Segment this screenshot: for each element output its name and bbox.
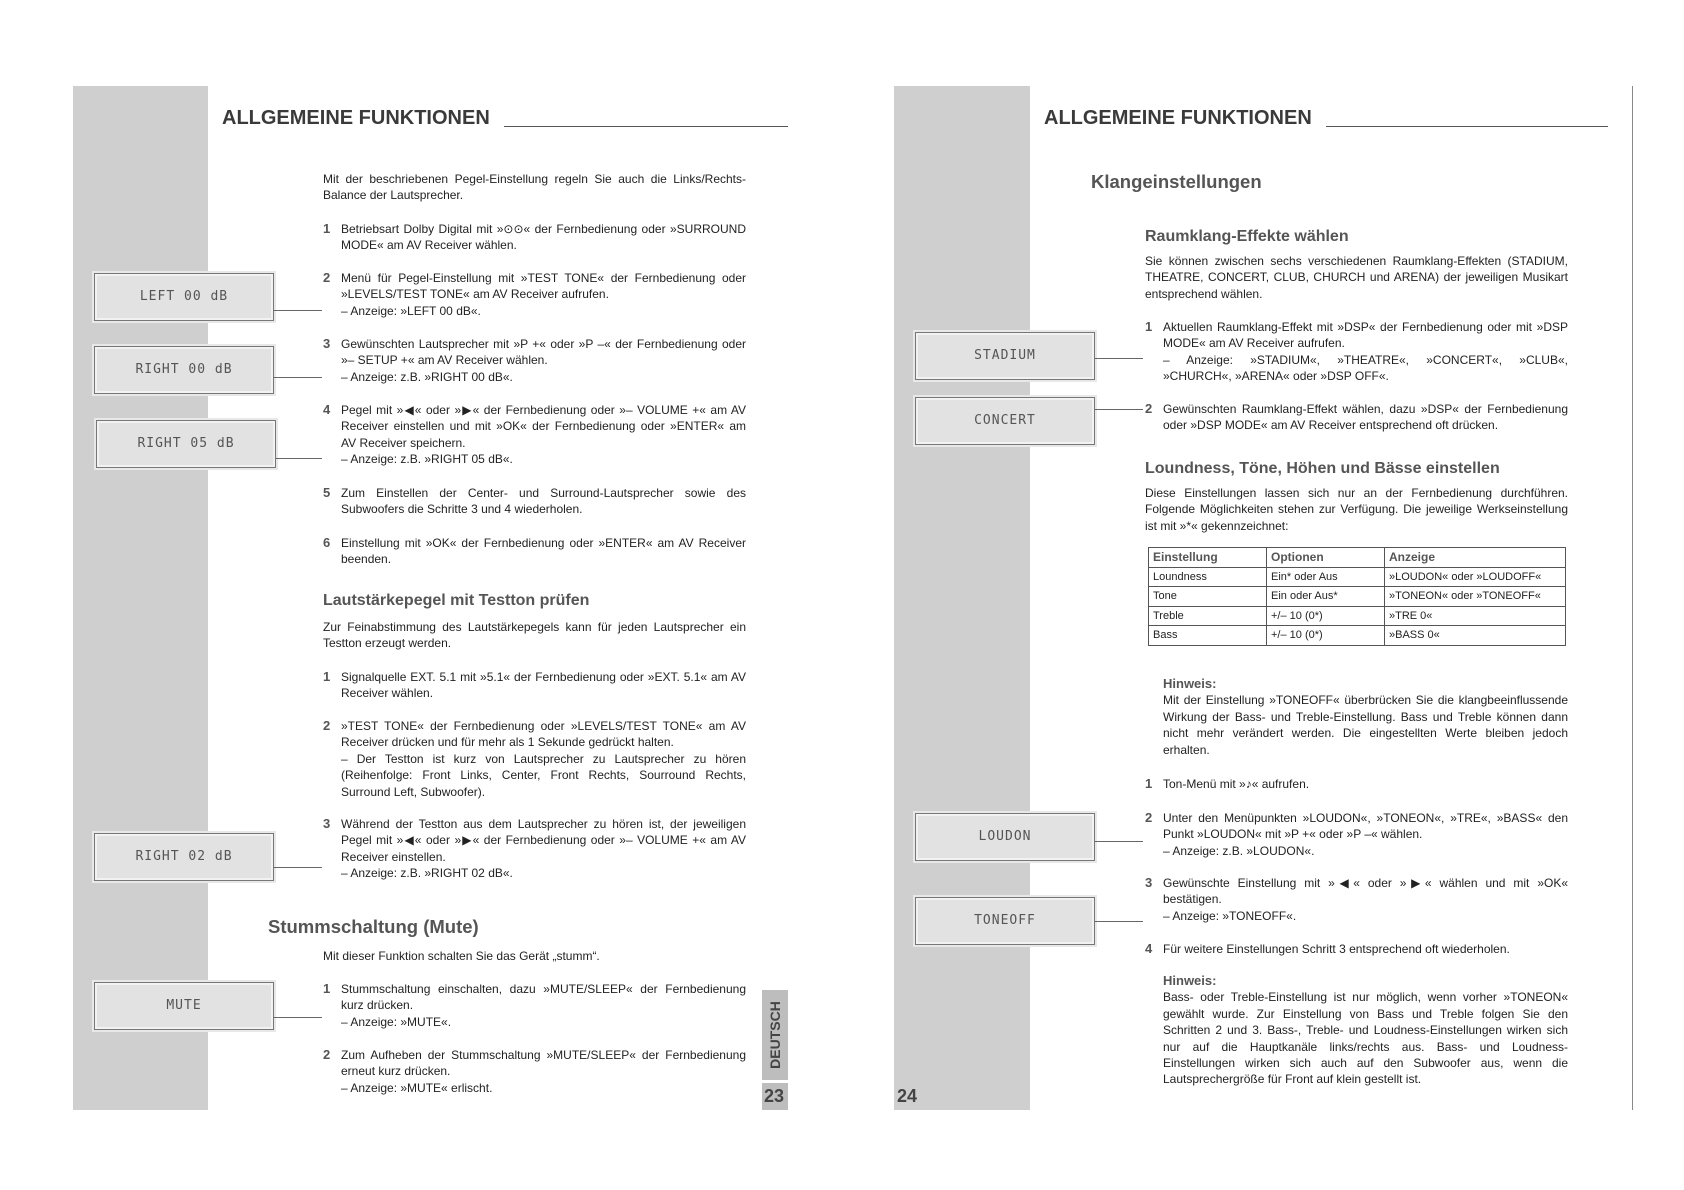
section-klangeinstellungen: Klangeinstellungen — [1091, 171, 1262, 192]
right-sidebar — [894, 86, 1030, 1110]
step-1: 1 Betriebsart Dolby Digital mit »⊙⊙« der Fernbedienung oder »SURROUND MODE« am AV Receiver wählen. — [323, 221, 746, 253]
table-header: Einstellung — [1149, 548, 1267, 568]
page-number-right: 24 — [897, 1086, 918, 1106]
table-cell: »TONEON« oder »TONEOFF« — [1385, 587, 1566, 607]
lcd-stadium: STADIUM — [915, 332, 1095, 380]
lcd-connector — [276, 458, 322, 459]
table-cell: Ein oder Aus* — [1267, 587, 1385, 607]
step-5: 5 Zum Einstellen der Center- und Surround-Lautsprecher sowie des Subwoofers die Schritte 3 und 4 wiederholen. — [323, 485, 746, 517]
testton-intro: Zur Feinabstimmung des Lautstärkepegels kann für jeden Lautsprecher ein Testton erzeugt werden. — [323, 620, 746, 651]
page-number-left: 23 — [764, 1086, 785, 1106]
lcd-connector — [274, 377, 322, 378]
lcd-connector — [1095, 358, 1143, 359]
table-cell: »BASS 0« — [1385, 626, 1566, 646]
table-cell: Bass — [1149, 626, 1267, 646]
heading-rule-left — [504, 126, 788, 127]
mute-step-2: 2 Zum Aufheben der Stummschaltung »MUTE/SLEEP« der Fernbedienung erneut kurz drücken. – Anzeige: »MUTE« erlischt. — [323, 1047, 746, 1095]
left-sidebar — [73, 86, 208, 1110]
hint-toneon: Hinweis: Bass- oder Treble-Einstellung ist nur möglich, wenn vorher »TONEON« gewählt wurde. Zur Einstellung von Bass und Treble folgen Sie den Schritten 2 und 3. Bass-, Treble- und Loudness-Einstellungen wirken sich nur auf die Hauptkanäle links/rechts aus. Bass- und Loudness-Einstellungen wirken sich auch auf den Subwoofer aus, wenn die Lautsprechergröße für Front auf klein gestellt ist. — [1163, 973, 1568, 1087]
section-mute: Stummschaltung (Mute) — [268, 916, 479, 937]
ton-step-3: 3 Gewünschte Einstellung mit »◀« oder »▶« wählen und mit »OK« bestätigen. – Anzeige: »TONEOFF«. — [1145, 875, 1568, 923]
table-header-row — [1149, 548, 1566, 568]
lcd-concert: CONCERT — [915, 397, 1095, 445]
raumklang-step-1: 1 Aktuellen Raumklang-Effekt mit »DSP« der Fernbedienung oder mit »DSP MODE« am AV Receiver aufrufen. – Anzeige: »STADIUM«, »THEATRE«, »CONCERT«, »CLUB«, »CHURCH«, »ARENA« oder »DSP OFF«. — [1145, 319, 1568, 384]
lcd-right-05: RIGHT 05 dB — [96, 420, 276, 468]
lcd-toneoff: TONEOFF — [915, 897, 1095, 945]
ton-step-1: 1 Ton-Menü mit »♪« aufrufen. — [1145, 776, 1310, 791]
mute-intro: Mit dieser Funktion schalten Sie das Gerät „stumm“. — [323, 949, 600, 963]
lcd-mute: MUTE — [94, 982, 274, 1030]
heading-rule-right — [1326, 126, 1608, 127]
table-cell: +/– 10 (0*) — [1267, 606, 1385, 626]
page-heading-right: ALLGEMEINE FUNKTIONEN — [1044, 107, 1312, 129]
lcd-connector — [274, 867, 322, 868]
step-2: 2 Menü für Pegel-Einstellung mit »TEST TONE« der Fernbedienung oder »LEVELS/TEST TONE« am AV Receiver aufrufen. – Anzeige: »LEFT 00 dB«. — [323, 270, 746, 318]
hint-toneoff: Hinweis: Mit der Einstellung »TONEOFF« überbrücken Sie die klangbeeinflussende Wirkung der Bass- und Treble-Einstellung. Bass und Treble können dann nicht mehr verändert werden. Die eingestellten Werte bleiben jedoch erhalten. — [1163, 676, 1568, 757]
ton-step-2: 2 Unter den Menüpunkten »LOUDON«, »TONEON«, »TRE«, »BASS« den Punkt »LOUDON« mit »P +« oder »P –« wählen. – Anzeige: z.B. »LOUDON«. — [1145, 810, 1568, 858]
settings-table — [1148, 547, 1566, 646]
table-cell: Treble — [1149, 606, 1267, 626]
lcd-connector — [274, 1017, 322, 1018]
raumklang-intro: Sie können zwischen sechs verschiedenen Raumklang-Effekten (STADIUM, THEATRE, CONCERT, CLUB, CHURCH und ARENA) der jeweiligen Musikart entsprechend wählen. — [1145, 254, 1568, 301]
table-row — [1149, 626, 1566, 646]
mute-step-1: 1 Stummschaltung einschalten, dazu »MUTE/SLEEP« der Fernbedienung kurz drücken. – Anzeige: »MUTE«. — [323, 981, 746, 1029]
testton-step-3: 3 Während der Testton aus dem Lautsprecher zu hören ist, der jeweiligen Pegel mit »◀« oder »▶« der Fernbedienung oder »– VOLUME +« am AV Receiver einstellen. – Anzeige: z.B. »RIGHT 02 dB«. — [323, 816, 746, 881]
testton-step-1: 1 Signalquelle EXT. 5.1 mit »5.1« der Fernbedienung oder »EXT. 5.1« am AV Receiver wählen. — [323, 669, 746, 701]
lcd-right-00: RIGHT 00 dB — [94, 346, 274, 394]
subheading-raumklang: Raumklang-Effekte wählen — [1145, 228, 1349, 245]
lcd-loudon: LOUDON — [915, 813, 1095, 861]
lcd-left-00: LEFT 00 dB — [94, 273, 274, 321]
table-header: Anzeige — [1385, 548, 1566, 568]
table-cell: Tone — [1149, 587, 1267, 607]
lcd-connector — [1095, 841, 1143, 842]
subheading-testton: Lautstärkepegel mit Testton prüfen — [323, 592, 590, 609]
lcd-right-02: RIGHT 02 dB — [94, 833, 274, 881]
loudness-intro: Diese Einstellungen lassen sich nur an der Fernbedienung durchführen. Folgende Möglichkeiten stehen zur Verfügung. Die jeweilige Werkseinstellung ist mit »*« gekennzeichnet: — [1145, 486, 1568, 533]
table-header: Optionen — [1267, 548, 1385, 568]
lcd-connector — [274, 310, 322, 311]
table-cell: »LOUDON« oder »LOUDOFF« — [1385, 567, 1566, 587]
table-row — [1149, 587, 1566, 607]
ton-step-4: 4 Für weitere Einstellungen Schritt 3 entsprechend oft wiederholen. — [1145, 941, 1510, 956]
testton-step-2: 2 »TEST TONE« der Fernbedienung oder »LEVELS/TEST TONE« am AV Receiver drücken und für mehr als 1 Sekunde gedrückt halten. – Der Testton ist kurz von Lautsprecher zu Lautsprecher zu hören (Reihenfolge: Front Links, Center, Front Rechts, Sourround Rechts, Surround Left, Subwoofer). — [323, 718, 746, 799]
table-cell: +/– 10 (0*) — [1267, 626, 1385, 646]
raumklang-step-2: 2 Gewünschten Raumklang-Effekt wählen, dazu »DSP« der Fernbedienung oder »DSP MODE« am AV Receiver entsprechend oft drücken. — [1145, 401, 1568, 433]
table-row — [1149, 606, 1566, 626]
lcd-connector — [1095, 921, 1143, 922]
step-4: 4 Pegel mit »◀« oder »▶« der Fernbedienung oder »– VOLUME +« am AV Receiver einstellen und mit »OK« der Fernbedienung oder »ENTER« am AV Receiver speichern. – Anzeige: z.B. »RIGHT 05 dB«. — [323, 402, 746, 467]
table-row — [1149, 567, 1566, 587]
lcd-connector — [1095, 409, 1143, 410]
table-cell: Ein* oder Aus — [1267, 567, 1385, 587]
table-cell: »TRE 0« — [1385, 606, 1566, 626]
subheading-loudness: Loundness, Töne, Höhen und Bässe einstellen — [1145, 460, 1500, 477]
page-edge-line — [1632, 86, 1633, 1110]
table-cell: Loundness — [1149, 567, 1267, 587]
step-3: 3 Gewünschten Lautsprecher mit »P +« oder »P –« der Fernbedienung oder »– SETUP +« am AV Receiver wählen. – Anzeige: z.B. »RIGHT 00 dB«. — [323, 336, 746, 384]
language-tab: DEUTSCH — [762, 990, 788, 1080]
intro-text: Mit der beschriebenen Pegel-Einstellung regeln Sie auch die Links/Rechts-Balance der Lautsprecher. — [323, 172, 746, 203]
step-6: 6 Einstellung mit »OK« der Fernbedienung oder »ENTER« am AV Receiver beenden. — [323, 535, 746, 567]
page-heading-left: ALLGEMEINE FUNKTIONEN — [222, 107, 490, 129]
